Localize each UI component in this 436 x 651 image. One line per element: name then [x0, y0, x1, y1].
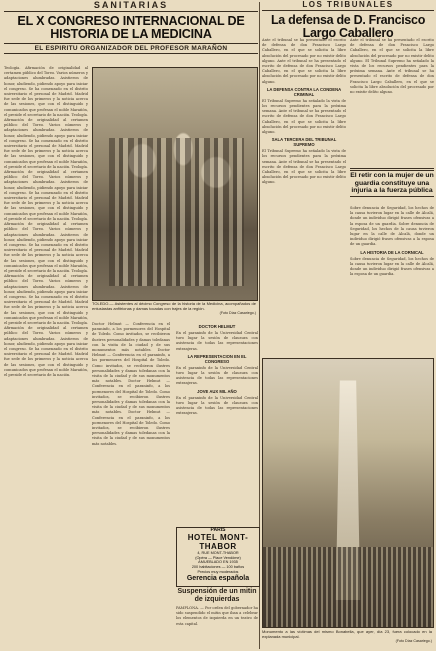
congress-photo-credit: (Foto Díaz Casariego.): [219, 311, 256, 315]
injuria-text-cont2: Sobre denuncia de Seguridad, los hechos de la causa tuvieron lugar en la calle de Alcalá, donde un individuo dirigió frases ofensivas a la esposa de un guardia.: [350, 256, 434, 277]
left-col2-text-cont: Doctor Helmut — Conferencia en el paraninfo, a los pormenores del Hospital de Toledo. Como invitados, se recibieron ilustres personalidades y damas toledanas con la visita de la ciudad y de sus monumentos más notables.: [92, 348, 170, 384]
left-article-column-1: [4, 66, 88, 646]
section-label-tribunales: LOS TRIBUNALES: [262, 0, 434, 11]
left-col1-text-cont4: Teología. Afirmación de originalidad al certamen público del Toreo. Varios números y adaptaciones alumbradas. Asistieron de honor, aludiendo, pidiendo apoyo para iniciar el congreso. Se ha comenzado en el distrito universitario el personal de Madrid. Madrid fue sede de los primeros y la noticia acerca de las sesiones, que con el distinguido y comunicados que profesan el noble Marañón, el preside el secretario de la nación.: [4, 268, 88, 325]
monument-photo-credit: (Foto Díaz Casariego.): [395, 639, 432, 643]
right-col2-text-cont2: Ante el tribunal se ha presentado el escrito de defensa de don Francisco Largo Caballero, en el que se solicita la libre absolución del procesado por no existir delito alguno.: [350, 69, 434, 95]
right-headline: La defensa de D. Francisco Largo Caballero: [270, 13, 426, 40]
ad-paris: PARIS: [210, 527, 226, 533]
left-col1-text: Teología. Afirmación de originalidad al certamen público del Toreo. Varios números y adaptaciones alumbradas. Asistieron de honor, aludiendo, pidiendo apoyo para iniciar el congreso. Se ha comenzado en el distrito universitario el personal de Madrid. Madrid fue sede de los primeros y la noticia acerca de las sesiones, que con el distinguido y comunicados que profesan el noble Marañón, el preside el secretario de la nación.: [4, 66, 88, 117]
right-section: [262, 0, 434, 651]
left-col2-text: Doctor Helmut — Conferencia en el paraninfo, a los pormenores del Hospital de Toledo. Como invitados, se recibieron ilustres personalidades y damas toledanas con la visita de la ciudad y de sus monumentos más notables.: [92, 322, 170, 353]
right-article-column-2: [350, 38, 434, 166]
mini-head-jove-aux: JOVE AUX MIL AÑO: [197, 388, 237, 394]
mitin-text-block: [176, 606, 258, 646]
right-col2-text: Ante el tribunal se ha presentado el escrito de defensa de don Francisco Largo Caballero, en el que se solicita la libre absolución del procesado por no existir delito alguno.: [350, 38, 434, 63]
injuria-text-block: [350, 206, 434, 354]
left-col2-text-cont2: Doctor Helmut — Conferencia en el paraninfo, a los pormenores del Hospital de Toledo. Como invitados, se recibieron ilustres personalidades y damas toledanas con la visita de la ciudad y de sus monumentos más notables.: [92, 379, 170, 415]
left-article-column-3: [176, 322, 258, 522]
ad-prices: Precios muy moderados: [197, 569, 239, 574]
right-text-top: Ante el tribunal se ha presentado el escrito de defensa de don Francisco Largo Caballero, en el que se solicita la libre absolución del procesado por no existir delito alguno.: [262, 38, 346, 63]
monument-caption-text: Monumento a las víctimas del mismo Bonabella, que ayer, día 23, fuera colocado en la explanada municipal.: [262, 629, 432, 639]
right-text-mid-cont3: Ante el tribunal se ha presentado el escrito de defensa de don Francisco Largo Caballero, en el que se solicita la libre absolución del procesado por no existir delito alguno.: [262, 159, 346, 185]
left-col3-text-cont2: En el paraninfo de la Universidad Central tuvo lugar la sesión de clausura con asistencia de todas las representaciones extranjeras.: [176, 395, 258, 416]
right-text-top-cont: Ante el tribunal se ha presentado el escrito de defensa de don Francisco Largo Caballero, en el que se solicita la libre absolución del procesado por no existir delito alguno.: [262, 58, 346, 84]
right-mini-head-1: LA DEFENSA CONTRA LA CONDENA CRIMINAL: [266, 86, 342, 97]
mitin-text: PAMPLONA. — Por orden del gobernador ha sido suspendido el mitin que iban a celebrar los elementos de izquierda en un teatro de esta capital.: [176, 606, 258, 626]
injuria-text-cont: Sobre denuncia de Seguridad, los hechos de la causa tuvieron lugar en la calle de Alcalá, donde un individuo dirigió frases ofensivas a la esposa de un guardia.: [350, 221, 434, 247]
right-mini-head-2: SALA TERCERA DEL TRIBUNAL SUPREMO: [271, 137, 337, 148]
mitin-headline: Suspensión de un mitin de izquierdas: [177, 588, 257, 603]
ad-rooms: 200 habitaciones — 100 baños: [191, 565, 245, 570]
mini-head-representacion: LA REPRESENTACION EN EL CONGRESO: [187, 353, 247, 364]
left-col3-text-cont: En el paraninfo de la Universidad Central tuvo lugar la sesión de clausura con asistencia de todas las representaciones extranjeras.: [176, 365, 258, 386]
left-col1-text-cont3: Teología. Afirmación de originalidad al certamen público del Toreo. Varios números y adaptaciones alumbradas. Asistieron de honor, aludiendo, pidiendo apoyo para iniciar el congreso. Se ha comenzado en el distrito universitario el personal de Madrid. Madrid fue sede de los primeros y la noticia acerca de las sesiones, que con el distinguido y comunicados que profesan el noble Marañón, el preside el secretario de la nación.: [4, 216, 88, 273]
right-text-mid-cont: Ante el tribunal se ha presentado el escrito de defensa de don Francisco Largo Caballero, en el que se solicita la libre absolución del procesado por no existir delito alguno.: [262, 109, 346, 135]
ad-hotel-name: HOTEL MONT-THABOR: [187, 532, 249, 551]
right-col2-text-cont: El Tribunal Supremo ha señalado la vista de los recursos pendientes para la próxima semana.: [350, 58, 434, 74]
left-col1-text-cont5: Teología. Afirmación de originalidad al certamen público del Toreo. Varios números y adaptaciones alumbradas. Asistieron de honor, aludiendo, pidiendo apoyo para iniciar el congreso. Se ha comenzado en el distrito universitario el personal de Madrid. Madrid fue sede de los primeros y la noticia acerca de las sesiones, que con el distinguido y comunicados que profesan el noble Marañón, el preside el secretario de la nación.: [4, 320, 88, 377]
left-col1-text-cont: Teología. Afirmación de originalidad al certamen público del Toreo. Varios números y adaptaciones alumbradas. Asistieron de honor, aludiendo, pidiendo apoyo para iniciar el congreso. Se ha comenzado en el distrito universitario el personal de Madrid. Madrid fue sede de los primeros y la noticia acerca de las sesiones, que con el distinguido y comunicados que profesan el noble Marañón, el preside el secretario de la nación.: [4, 112, 88, 169]
congress-caption-text: TOLEDO.— Asistentes al décimo Congreso de la historia de la Medicina, acompañados de entusiastas anfitrionas y damas tocadas con trajes de la región.: [92, 301, 256, 311]
left-col3-text: En el paraninfo de la Universidad Central tuvo lugar la sesión de clausura con asistencia de todas las representaciones extranjeras.: [176, 331, 258, 351]
photo-figures: [109, 138, 244, 287]
left-subhead: EL ESPIRITU ORGANIZADOR DEL PROFESOR MARAÑON: [4, 43, 258, 54]
injuria-headline: El retir con la mujer de un guardia constituye una injuria a la fuerza pública: [350, 170, 434, 197]
monument-photo-caption: [262, 629, 432, 644]
left-col1-text-cont2: Teología. Afirmación de originalidad al certamen público del Toreo. Varios números y adaptaciones alumbradas. Asistieron de honor, aludiendo, pidiendo apoyo para iniciar el congreso. Se ha comenzado en el distrito universitario el personal de Madrid. Madrid fue sede de los primeros y la noticia acerca de las sesiones, que con el distinguido y comunicados que profesan el noble Marañón, el preside el secretario de la nación.: [4, 164, 88, 221]
congress-photo: [92, 67, 258, 301]
left-col2-text-cont3: Doctor Helmut — Conferencia en el paraninfo, a los pormenores del Hospital de Toledo. Como invitados, se recibieron ilustres personalidades y damas toledanas con la visita de la ciudad y de sus monumentos más notables.: [92, 410, 170, 446]
monument-crowd: [263, 547, 433, 627]
hotel-mont-thabor-ad: [176, 527, 260, 587]
left-article-column-2: [92, 322, 170, 550]
left-section: [4, 0, 258, 651]
box-rule-top: [350, 168, 434, 169]
congress-photo-caption: [92, 301, 256, 316]
mini-head-doctor-helmut: DOCTOR HELMUT: [198, 324, 236, 329]
left-headline: EL X CONGRESO INTERNACIONAL DE HISTORIA DE LA MEDICINA: [17, 14, 245, 41]
injuria-text: Sobre denuncia de Seguridad, los hechos de la causa tuvieron lugar en la calle de Alcalá, donde un individuo dirigió frases ofensivas a la esposa de un guardia.: [350, 206, 434, 226]
right-text-mid-cont2: El Tribunal Supremo ha señalado la vista de los recursos pendientes para la próxima semana.: [262, 149, 346, 164]
right-mini-head-3: LA HISTORIA DE LA CORNICAL: [360, 249, 424, 255]
right-text-mid: El Tribunal Supremo ha señalado la vista de los recursos pendientes para la próxima semana.: [262, 98, 346, 114]
ad-location: (Opéra — Place Vendôme): [195, 555, 241, 560]
section-label-sanitarias: SANITARIAS: [4, 0, 258, 12]
ad-gerencia: Gerencia española: [186, 574, 250, 582]
ad-address: 4, RUE MONT-THABOR: [197, 550, 239, 555]
right-article-column-1: [262, 38, 346, 354]
monument-photo: [262, 358, 434, 628]
ad-furnished: AMUEBLADO EN 1935: [198, 560, 238, 565]
